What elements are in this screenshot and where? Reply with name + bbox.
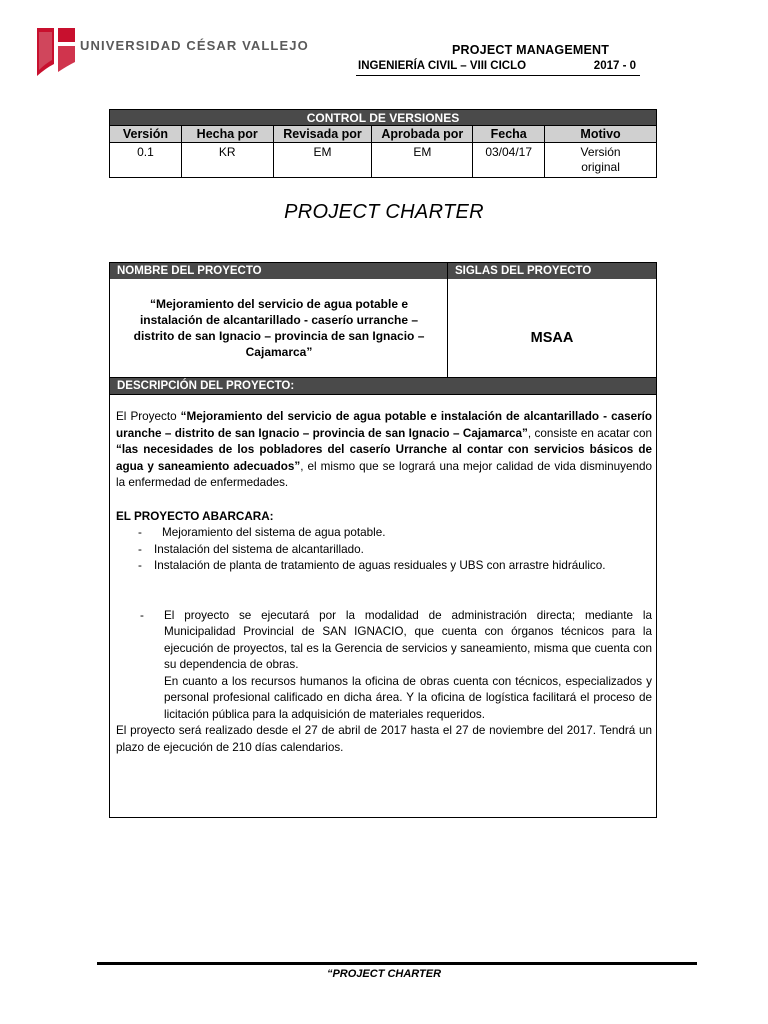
project-name-header: NOMBRE DEL PROYECTO	[110, 263, 447, 279]
divider	[447, 263, 448, 378]
course-title: PROJECT MANAGEMENT	[452, 43, 610, 57]
bullet-dash: -	[140, 608, 144, 622]
university-shield-icon	[34, 24, 78, 80]
cell-reason: Versión original	[545, 143, 657, 178]
table-row	[110, 143, 657, 178]
version-table-header	[110, 126, 657, 143]
cell-reviewed-by: EM	[273, 143, 372, 178]
col-approved-by: Aprobada por	[372, 126, 473, 143]
version-control-table	[109, 109, 657, 178]
project-description-header: DESCRIPCIÓN DEL PROYECTO:	[110, 378, 656, 394]
intro-project-name: “Mejoramiento del servicio de agua potable e instalación de alcantarillado - caserío uranche – distrito de san Ignacio – provincia de san Ignacio – Cajamarca”	[116, 410, 653, 440]
university-logo	[34, 24, 309, 84]
cell-date: 03/04/17	[473, 143, 545, 178]
cell-approved-by: EM	[372, 143, 473, 178]
intro-prefix: El Proyecto	[116, 410, 181, 423]
course-subtitle: INGENIERÍA CIVIL – VIII CICLO	[358, 60, 527, 72]
scope-item: Instalación del sistema de alcantarillado.	[154, 542, 364, 556]
list-item	[116, 542, 652, 559]
project-description	[116, 409, 652, 756]
intro-needs: “las necesidades de los pobladores del caserío Urranche al contar con servicios básicos de agua y saneamiento adecuados”	[116, 443, 652, 473]
col-made-by: Hecha por	[181, 126, 273, 143]
list-item	[116, 525, 652, 542]
page-title: PROJECT CHARTER	[284, 201, 484, 223]
intro-mid: , consiste en acatar con	[527, 426, 652, 440]
intro-end: , el mismo que se logrará una mejor calidad de vida disminuyendo la enfermedad de enfermedades.	[116, 459, 652, 489]
project-acronym-header: SIGLAS DEL PROYECTO	[448, 263, 656, 279]
footer-text: “PROJECT CHARTER	[326, 968, 442, 980]
divider	[110, 394, 656, 395]
col-reason: Motivo	[545, 126, 657, 143]
course-period: 2017 - 0	[593, 60, 636, 72]
project-box	[109, 262, 657, 818]
col-version: Versión	[110, 126, 182, 143]
description-intro	[116, 409, 652, 492]
cell-made-by: KR	[181, 143, 273, 178]
scope-item: Mejoramiento del sistema de agua potable.	[162, 526, 386, 539]
cell-version: 0.1	[110, 143, 182, 178]
bullet-dash: -	[138, 526, 142, 539]
university-name: UNIVERSIDAD CÉSAR VALLEJO	[80, 38, 309, 53]
project-acronym: MSAA	[530, 330, 574, 346]
scope-item: Instalación de planta de tratamiento de aguas residuales y UBS con arrastre hidráulico.	[154, 559, 606, 572]
schedule-paragraph: El proyecto será realizado desde el 27 de abril de 2017 hasta el 27 de noviembre del 2017. Tendrá un plazo de ejecución de 210 días calendarios.	[116, 724, 652, 754]
col-reviewed-by: Revisada por	[273, 126, 372, 143]
bullet-dash: -	[138, 559, 142, 572]
footer-rule	[97, 962, 697, 965]
execution-text: El proyecto se ejecutará por la modalidad de administración directa; mediante la Municipalidad Provincial de SAN IGNACIO, que cuenta con órganos técnicos para la ejecución de proyectos, tal es la Gerencia de servicios y saneamiento, misma que cuenta con su dependencia de obras.	[164, 608, 652, 671]
bullet-dash: -	[138, 542, 142, 556]
resources-paragraph: En cuanto a los recursos humanos la oficina de obras cuenta con técnicos, especializados y personal profesional calificado en dicha área. Y la oficina de logística facilitará el proceso de licitación pública para la adquisición de materiales requeridos.	[164, 674, 652, 721]
version-control-caption: CONTROL DE VERSIONES	[110, 110, 657, 126]
list-item	[116, 558, 652, 575]
execution-paragraph	[116, 608, 652, 674]
project-name: “Mejoramiento del servicio de agua potable e instalación de alcantarillado - caserío urranche – distrito de san Ignacio – provincia de san Ignacio – Cajamarca”	[133, 297, 425, 359]
course-subtitle-line	[356, 59, 640, 76]
scope-header: EL PROYECTO ABARCARA:	[116, 509, 274, 523]
col-date: Fecha	[473, 126, 545, 143]
